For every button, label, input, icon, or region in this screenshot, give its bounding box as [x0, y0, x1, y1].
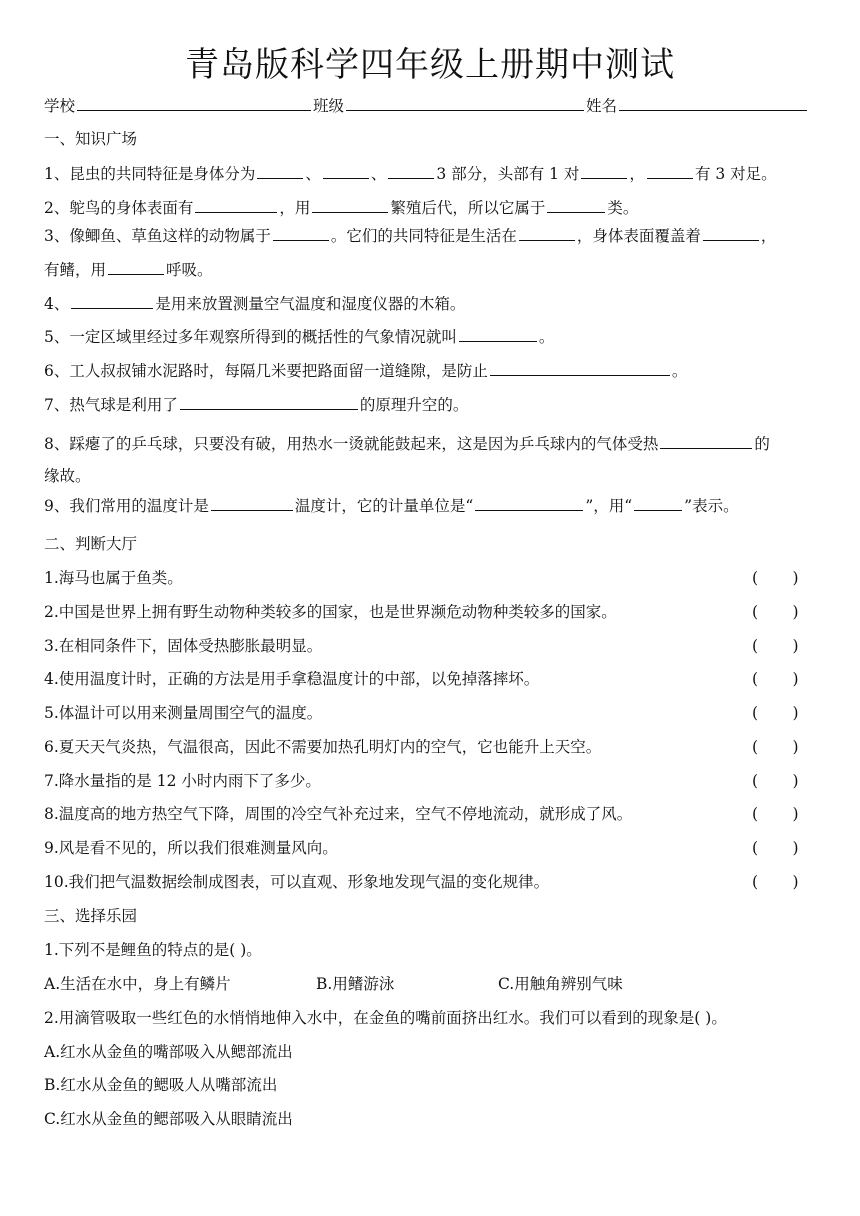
question-1-7 [44, 393, 468, 416]
section-2-heading: 二、判断大厅 [44, 535, 138, 553]
name-label: 姓名 [586, 97, 618, 115]
choice-option-b[interactable]: B.用鳍游泳 [316, 975, 395, 993]
q8-text-c: 缘故。 [44, 467, 91, 485]
q8-text-b: 的 [754, 435, 770, 453]
q5-text-b: 。 [538, 328, 555, 346]
answer-blank[interactable] [703, 224, 759, 241]
q1-text-d: 3 部分，头部有 1 对 [436, 165, 580, 183]
q2-text-b: ，用 [279, 199, 311, 217]
judgement-item: 1.海马也属于鱼类。 [44, 569, 183, 587]
answer-blank[interactable] [490, 359, 670, 376]
school-label: 学校 [44, 97, 76, 115]
section-1-heading: 一、知识广场 [44, 130, 138, 148]
choice-option-c[interactable]: C.红水从金鱼的鳃部吸入从眼睛流出 [44, 1110, 293, 1128]
q9-text-a: 9、我们常用的温度计是 [44, 497, 209, 515]
judgement-item: 7.降水量指的是 12 小时内雨下了多少。 [44, 772, 321, 790]
question-1-5 [44, 325, 554, 348]
q1-text-b: 、 [305, 165, 321, 183]
answer-blank[interactable] [388, 162, 434, 179]
q6-text-b: 。 [671, 362, 688, 380]
q1-text-e: ， [629, 165, 645, 183]
q2-text-c: 繁殖后代，所以它属于 [390, 199, 546, 217]
q4-text-a: 4、 [44, 295, 70, 313]
answer-blank[interactable] [195, 196, 277, 213]
judgement-item: 8.温度高的地方热空气下降，周围的冷空气补充过来，空气不停地流动，就形成了风。 [44, 805, 633, 823]
answer-blank[interactable] [519, 224, 575, 241]
page-title: 青岛版科学四年级上册期中测试 [185, 45, 675, 85]
choice-question-1-stem: 1.下列不是鲤鱼的特点的是( )。 [44, 941, 262, 959]
judgement-item: 3.在相同条件下，固体受热膨胀最明显。 [44, 637, 323, 655]
answer-blank[interactable] [71, 292, 153, 309]
q8-text-a: 8、踩瘪了的乒乓球，只要没有破，用热水一烫就能鼓起来，这是因为乒乓球内的气体受热 [44, 435, 659, 453]
q1-text-f: 有 3 对足。 [694, 165, 777, 183]
question-1-2 [44, 196, 638, 219]
class-label: 班级 [313, 97, 345, 115]
q3-text-f: 呼吸。 [166, 261, 213, 279]
answer-blank[interactable] [323, 162, 369, 179]
question-1-9 [44, 494, 739, 517]
q3-text-b: 。它们的共同特征是生活在 [330, 227, 517, 245]
q6-text-a: 6、工人叔叔铺水泥路时，每隔几米要把路面留一道缝隙，是防止 [44, 362, 488, 380]
answer-blank[interactable] [475, 494, 583, 511]
q2-text-d: 类。 [607, 199, 639, 217]
answer-parentheses[interactable]: ( ) [752, 873, 799, 891]
q7-text-a: 7、热气球是利用了 [44, 396, 178, 414]
answer-blank[interactable] [459, 325, 537, 342]
class-field[interactable] [346, 94, 584, 111]
question-1-4 [44, 292, 465, 315]
judgement-item: 6.夏天天气炎热，气温很高，因此不需要加热孔明灯内的空气，它也能升上天空。 [44, 738, 602, 756]
answer-blank[interactable] [273, 224, 329, 241]
judgement-item: 4.使用温度计时，正确的方法是用手拿稳温度计的中部，以免掉落摔坏。 [44, 670, 540, 688]
choice-option-a[interactable]: A.红水从金鱼的嘴部吸入从鳃部流出 [44, 1043, 293, 1061]
answer-blank[interactable] [581, 162, 627, 179]
choice-option-c[interactable]: C.用触角辨别气味 [498, 975, 623, 993]
answer-parentheses[interactable]: ( ) [752, 603, 799, 621]
answer-parentheses[interactable]: ( ) [752, 738, 799, 756]
q2-text-a: 2、鸵鸟的身体表面有 [44, 199, 194, 217]
q9-text-b: 温度计，它的计量单位是“ [294, 497, 474, 515]
answer-parentheses[interactable]: ( ) [752, 637, 799, 655]
section-3-heading: 三、选择乐园 [44, 907, 138, 925]
question-1-8-line-1 [44, 432, 770, 455]
judgement-item: 9.风是看不见的，所以我们很难测量风向。 [44, 839, 338, 857]
answer-blank[interactable] [634, 494, 682, 511]
answer-blank[interactable] [660, 432, 752, 449]
q3-text-e: 有鳍，用 [44, 261, 107, 279]
judgement-item: 2.中国是世界上拥有野生动物种类较多的国家，也是世界濒危动物种类较多的国家。 [44, 603, 617, 621]
q3-text-a: 3、像鲫鱼、草鱼这样的动物属于 [44, 227, 271, 245]
q4-text-b: 是用来放置测量空气温度和湿度仪器的木箱。 [155, 295, 466, 313]
q7-text-b: 的原理升空的。 [359, 396, 469, 414]
school-field[interactable] [77, 94, 311, 111]
q5-text-a: 5、一定区域里经过多年观察所得到的概括性的气象情况就叫 [44, 328, 457, 346]
answer-blank[interactable] [312, 196, 388, 213]
answer-blank[interactable] [547, 196, 605, 213]
answer-parentheses[interactable]: ( ) [752, 805, 799, 823]
judgement-item: 10.我们把气温数据绘制成图表，可以直观、形象地发现气温的变化规律。 [44, 873, 550, 891]
answer-blank[interactable] [211, 494, 293, 511]
student-info-line [44, 94, 809, 117]
answer-parentheses[interactable]: ( ) [752, 670, 799, 688]
question-1-8-line-2 [44, 465, 91, 487]
answer-parentheses[interactable]: ( ) [752, 704, 799, 722]
choice-question-2-stem: 2.用滴管吸取一些红色的水悄悄地伸入水中，在金鱼的嘴前面挤出红水。我们可以看到的现象是( )。 [44, 1009, 727, 1027]
answer-blank[interactable] [257, 162, 303, 179]
answer-parentheses[interactable]: ( ) [752, 569, 799, 587]
q1-text-a: 1、昆虫的共同特征是身体分为 [44, 165, 256, 183]
name-field[interactable] [619, 94, 807, 111]
choice-option-b[interactable]: B.红水从金鱼的鳃吸人从嘴部流出 [44, 1076, 278, 1094]
choice-option-a[interactable]: A.生活在水中，身上有鳞片 [44, 975, 231, 993]
judgement-item: 5.体温计可以用来测量周围空气的温度。 [44, 704, 323, 722]
q3-text-d: ， [760, 227, 777, 245]
question-1-3-line-1 [44, 224, 776, 247]
q1-text-c: 、 [370, 165, 387, 183]
question-1-3-line-2 [44, 258, 213, 281]
answer-parentheses[interactable]: ( ) [752, 839, 799, 857]
question-1-1 [44, 162, 777, 185]
answer-blank[interactable] [108, 258, 164, 275]
q9-text-d: ”表示。 [684, 497, 739, 515]
question-1-6 [44, 359, 687, 382]
answer-blank[interactable] [180, 393, 358, 410]
q3-text-c: ，身体表面覆盖着 [576, 227, 701, 245]
answer-parentheses[interactable]: ( ) [752, 772, 799, 790]
answer-blank[interactable] [647, 162, 693, 179]
q9-text-c: ”，用“ [585, 497, 633, 515]
